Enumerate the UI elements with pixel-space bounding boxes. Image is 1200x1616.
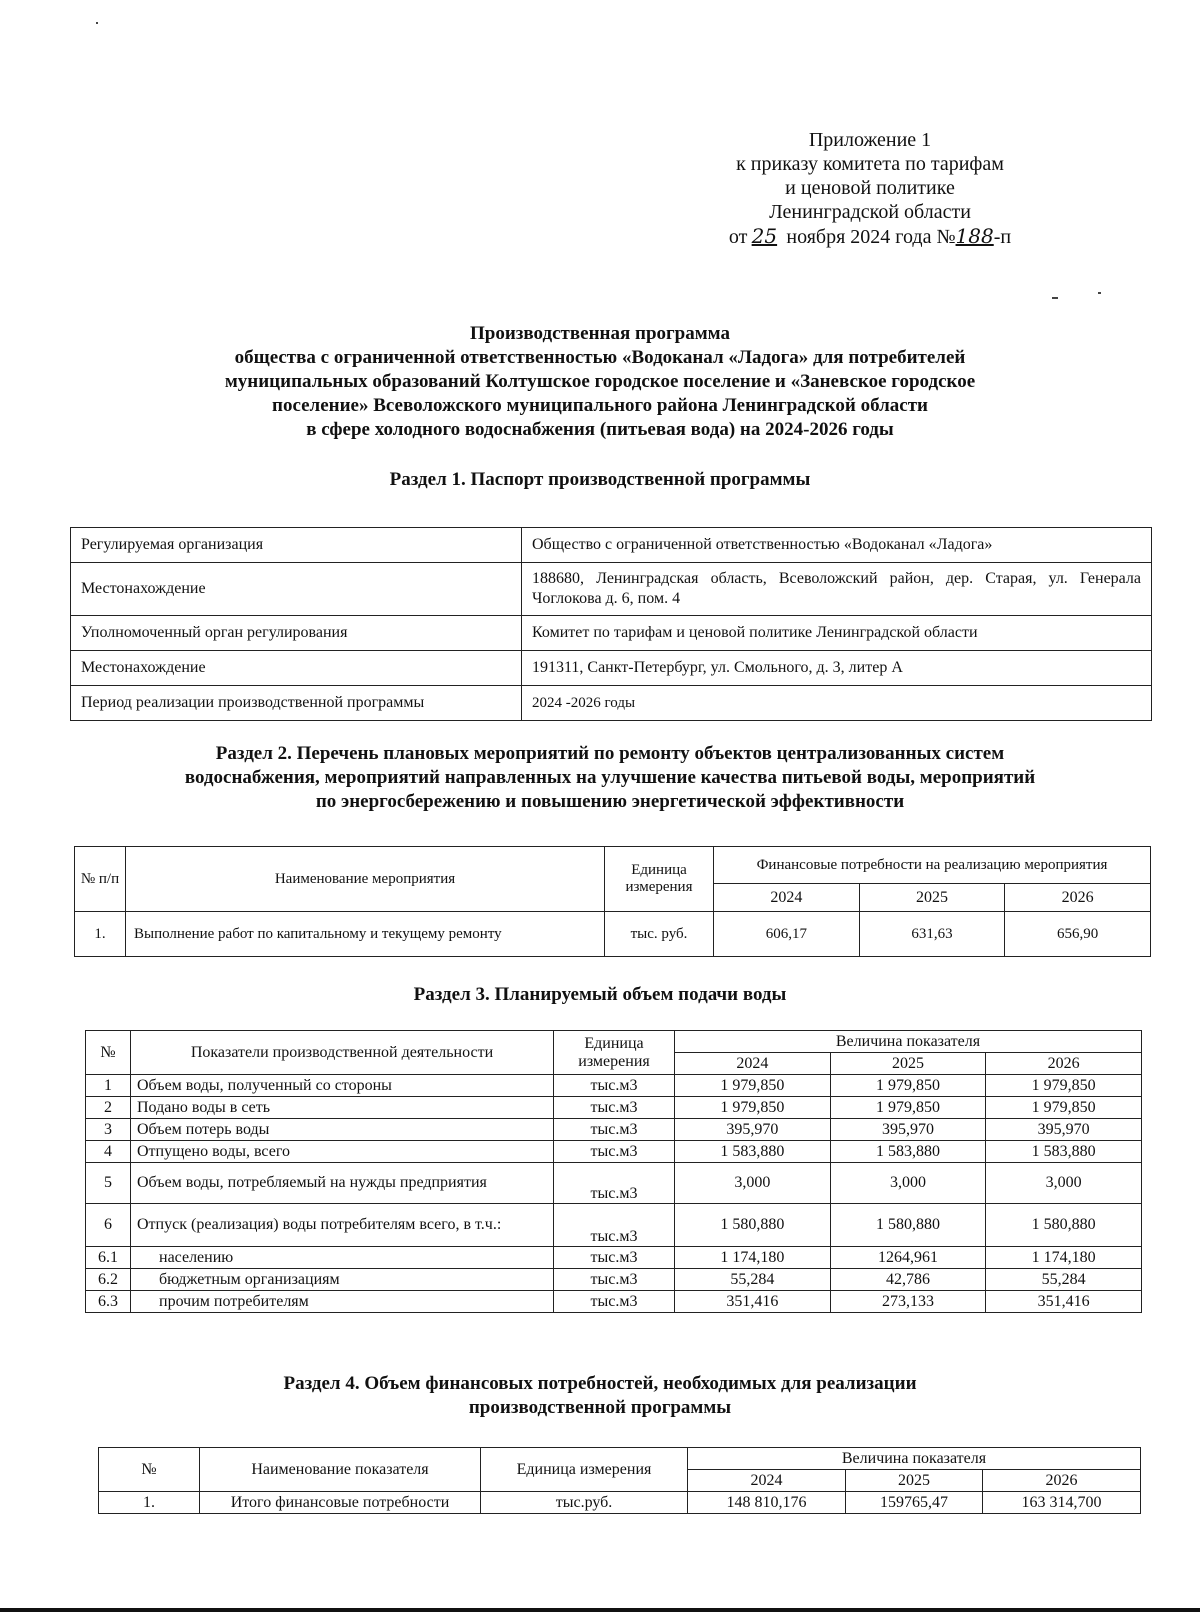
table-row (71, 651, 1152, 686)
table-row (86, 1269, 1142, 1291)
header-unit: Единица измерения (481, 1448, 688, 1492)
row-value: 159765,47 (846, 1492, 983, 1514)
row-value: 1 979,850 (986, 1097, 1142, 1119)
appendix-line: к приказу комитета по тарифам (736, 153, 1004, 175)
row-value: 273,133 (830, 1291, 986, 1313)
row-num: 6.3 (86, 1291, 131, 1313)
appendix-date-line (680, 224, 1060, 249)
row-name: Отпуск (реализация) воды потребителям всего, в т.ч.: (131, 1204, 554, 1247)
header-unit: Единица измерения (554, 1031, 675, 1075)
row-name: Выполнение работ по капитальному и текущему ремонту (126, 912, 605, 957)
row-num: 4 (86, 1141, 131, 1163)
row-name: Объем воды, полученный со стороны (131, 1075, 554, 1097)
row-value: 3,000 (986, 1163, 1142, 1204)
row-unit: тыс.м3 (554, 1141, 675, 1163)
passport-value: 188680, Ленинградская область, Всеволожский район, дер. Старая, ул. Генерала Чоглокова д. 6, пом. 4 (522, 563, 1152, 616)
scan-speck (96, 22, 98, 24)
row-value: 1 979,850 (830, 1075, 986, 1097)
passport-table (70, 527, 1152, 721)
header-num: № (86, 1031, 131, 1075)
handwritten-number: 188 (955, 224, 994, 248)
table-row (71, 616, 1152, 651)
header-value: Величина показателя (675, 1031, 1142, 1053)
row-unit: тыс.руб. (481, 1492, 688, 1514)
row-value: 163 314,700 (982, 1492, 1140, 1514)
row-value: 395,970 (675, 1119, 831, 1141)
header-year: 2026 (1005, 884, 1151, 912)
table-header-row (99, 1448, 1141, 1470)
header-year: 2025 (859, 884, 1005, 912)
row-name: бюджетным организациям (131, 1269, 554, 1291)
row-value: 3,000 (830, 1163, 986, 1204)
row-num: 6.2 (86, 1269, 131, 1291)
title-line: Производственная программа (470, 323, 730, 344)
row-value: 395,970 (830, 1119, 986, 1141)
date-middle: ноября 2024 года № (786, 226, 956, 248)
table-row (75, 912, 1151, 957)
header-value: Величина показателя (688, 1448, 1141, 1470)
water-supply-table (85, 1030, 1142, 1313)
row-unit: тыс.м3 (554, 1075, 675, 1097)
table-header-row (86, 1031, 1142, 1053)
header-name: Наименование показателя (200, 1448, 481, 1492)
number-suffix: -п (993, 226, 1012, 248)
row-value: 631,63 (859, 912, 1005, 957)
table-row (86, 1204, 1142, 1247)
title-line: Раздел 4. Объем финансовых потребностей, необходимых для реализации (283, 1373, 917, 1394)
table-row (86, 1163, 1142, 1204)
row-num: 1. (99, 1492, 200, 1514)
row-value: 1264,961 (830, 1247, 986, 1269)
passport-label: Регулируемая организация (71, 528, 522, 563)
table-row (86, 1097, 1142, 1119)
header-year: 2025 (846, 1470, 983, 1492)
passport-value: 2024 -2026 годы (522, 686, 1152, 721)
finance-table (98, 1447, 1141, 1514)
title-line: в сфере холодного водоснабжения (питьевая вода) на 2024-2026 годы (306, 419, 894, 440)
row-name: населению (131, 1247, 554, 1269)
row-unit: тыс. руб. (605, 912, 714, 957)
table-row (71, 686, 1152, 721)
header-year: 2024 (714, 884, 860, 912)
row-num: 3 (86, 1119, 131, 1141)
scan-edge-line (0, 1608, 1200, 1612)
header-num: № п/п (75, 847, 126, 912)
row-unit: тыс.м3 (554, 1119, 675, 1141)
scan-speck (1098, 292, 1101, 294)
row-unit: тыс.м3 (554, 1291, 675, 1313)
row-value: 55,284 (986, 1269, 1142, 1291)
row-num: 6 (86, 1204, 131, 1247)
header-num: № (99, 1448, 200, 1492)
passport-label: Уполномоченный орган регулирования (71, 616, 522, 651)
row-value: 3,000 (675, 1163, 831, 1204)
row-num: 2 (86, 1097, 131, 1119)
row-unit: тыс.м3 (554, 1269, 675, 1291)
row-name: Подано воды в сеть (131, 1097, 554, 1119)
row-value: 606,17 (714, 912, 860, 957)
measures-table (74, 846, 1151, 957)
row-value: 1 979,850 (675, 1075, 831, 1097)
passport-value: Комитет по тарифам и ценовой политике Ленинградской области (522, 616, 1152, 651)
header-year: 2025 (830, 1053, 986, 1075)
header-year: 2026 (986, 1053, 1142, 1075)
row-value: 55,284 (675, 1269, 831, 1291)
row-value: 395,970 (986, 1119, 1142, 1141)
row-value: 148 810,176 (688, 1492, 846, 1514)
row-unit: тыс.м3 (554, 1097, 675, 1119)
title-line: муниципальных образований Колтушское городское поселение и «Заневское городское (224, 371, 976, 392)
passport-value: Общество с ограниченной ответственностью «Водоканал «Ладога» (522, 528, 1152, 563)
table-row (86, 1141, 1142, 1163)
row-value: 42,786 (830, 1269, 986, 1291)
header-year: 2024 (688, 1470, 846, 1492)
row-value: 656,90 (1005, 912, 1151, 957)
row-num: 5 (86, 1163, 131, 1204)
section4-title (100, 1372, 1100, 1420)
row-value: 1 979,850 (675, 1097, 831, 1119)
header-finance: Финансовые потребности на реализацию мероприятия (714, 847, 1151, 884)
row-value: 1 583,880 (986, 1141, 1142, 1163)
row-value: 1 979,850 (986, 1075, 1142, 1097)
row-unit: тыс.м3 (554, 1204, 675, 1247)
document-title (100, 322, 1100, 442)
header-unit: Единица измерения (605, 847, 714, 912)
row-value: 1 580,880 (675, 1204, 831, 1247)
row-value: 1 979,850 (830, 1097, 986, 1119)
passport-label: Местонахождение (71, 563, 522, 616)
row-name: Отпущено воды, всего (131, 1141, 554, 1163)
table-row (86, 1291, 1142, 1313)
header-year: 2026 (982, 1470, 1140, 1492)
table-row (71, 528, 1152, 563)
table-header-row (75, 847, 1151, 884)
row-unit: тыс.м3 (554, 1247, 675, 1269)
table-row (86, 1119, 1142, 1141)
row-value: 1 583,880 (830, 1141, 986, 1163)
table-row (71, 563, 1152, 616)
row-value: 351,416 (675, 1291, 831, 1313)
passport-label: Местонахождение (71, 651, 522, 686)
scan-speck (1052, 297, 1058, 299)
title-line: по энергосбережению и повышению энергетической эффективности (315, 791, 905, 812)
row-num: 6.1 (86, 1247, 131, 1269)
row-value: 1 174,180 (675, 1247, 831, 1269)
appendix-header (680, 128, 1060, 249)
passport-value: 191311, Санкт-Петербург, ул. Смольного, д. 3, литер А (522, 651, 1152, 686)
header-name: Показатели производственной деятельности (131, 1031, 554, 1075)
appendix-line: Приложение 1 (808, 129, 932, 151)
title-line: Раздел 2. Перечень плановых мероприятий по ремонту объектов централизованных систем (215, 743, 1005, 764)
title-line: общества с ограниченной ответственностью «Водоканал «Ладога» для потребителей (234, 347, 966, 368)
row-name: Объем воды, потребляемый на нужды предприятия (131, 1163, 554, 1204)
handwritten-day: 25 (751, 224, 778, 248)
row-name: прочим потребителям (131, 1291, 554, 1313)
appendix-line: Ленинградской области (769, 201, 971, 223)
section3-title: Раздел 3. Планируемый объем подачи воды (413, 984, 787, 1005)
table-row (86, 1075, 1142, 1097)
row-num: 1 (86, 1075, 131, 1097)
date-prefix: от (728, 226, 748, 248)
title-line: водоснабжения, мероприятий направленных на улучшение качества питьевой воды, мероприятий (184, 767, 1036, 788)
row-name: Объем потерь воды (131, 1119, 554, 1141)
table-row (99, 1492, 1141, 1514)
row-value: 1 580,880 (830, 1204, 986, 1247)
row-value: 1 580,880 (986, 1204, 1142, 1247)
row-name: Итого финансовые потребности (200, 1492, 481, 1514)
appendix-line: и ценовой политике (785, 177, 955, 199)
row-value: 351,416 (986, 1291, 1142, 1313)
row-value: 1 583,880 (675, 1141, 831, 1163)
header-name: Наименование мероприятия (126, 847, 605, 912)
row-value: 1 174,180 (986, 1247, 1142, 1269)
table-row (86, 1247, 1142, 1269)
section2-title (70, 742, 1150, 814)
row-num: 1. (75, 912, 126, 957)
header-year: 2024 (675, 1053, 831, 1075)
title-line: поселение» Всеволожского муниципального района Ленинградской области (272, 395, 928, 416)
section1-title: Раздел 1. Паспорт производственной программы (389, 469, 811, 490)
passport-label: Период реализации производственной программы (71, 686, 522, 721)
row-unit: тыс.м3 (554, 1163, 675, 1204)
title-line: производственной программы (468, 1397, 732, 1418)
